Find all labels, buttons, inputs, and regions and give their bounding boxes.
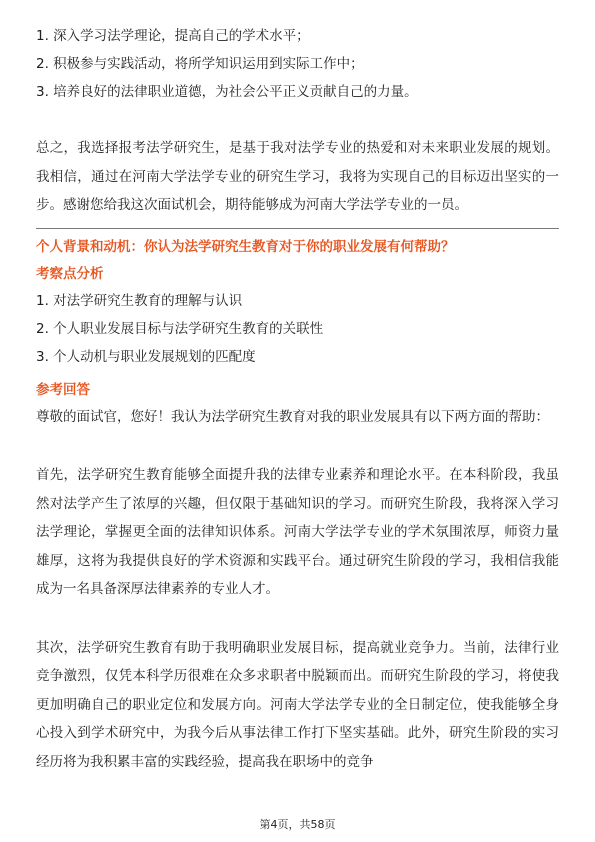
answer-paragraph-2: 其次，法学研究生教育有助于我明确职业发展目标，提高就业竞争力。当前，法律行业竞争激烈，仅凭本科学历很难在众多求职者中脱颖而出。而研究生阶段的学习，将使我更加明确自己的职业定位和发展方向。河南大学法学专业的全日制定位，使我能够全身心投入到学术研究中，为我今后从事法律工作打下坚实基础。此外，研究生阶段的实习经历将为我积累丰富的实践经验，提高我在职场中的竞争 — [36, 639, 559, 770]
answer-intro: 尊敬的面试官，您好！我认为法学研究生教育对我的职业发展具有以下两方面的帮助： — [36, 408, 549, 425]
question-title: 个人背景和动机：你认为法学研究生教育对于你的职业发展有何帮助？ — [36, 238, 455, 255]
analysis-list — [36, 287, 559, 371]
answer-heading: 参考回答 — [36, 381, 90, 398]
page-number: 第4页，共58页 — [259, 818, 336, 831]
list-item: 1. 对法学研究生教育的理解与认识 — [36, 292, 243, 309]
objectives-list — [36, 22, 559, 106]
list-item: 3. 培养良好的法律职业道德，为社会公平正义贡献自己的力量。 — [36, 84, 418, 100]
list-item: 3. 个人动机与职业发展规划的匹配度 — [36, 348, 256, 365]
answer-paragraph-1: 首先，法学研究生教育能够全面提升我的法律专业素养和理论水平。在本科阶段，我虽然对法学产生了浓厚的兴趣，但仅限于基础知识的学习。而研究生阶段，我将深入学习法学理论，掌握更全面的法律知识体系。河南大学法学专业的学术氛围浓厚，师资力量雄厚，这将为我提供良好的学术资源和实践平台。通过研究生阶段的学习，我相信我能成为一名具备深厚法律素养的专业人才。 — [36, 467, 559, 597]
list-item: 2. 个人职业发展目标与法学研究生教育的关联性 — [36, 320, 324, 337]
spacer — [36, 106, 559, 134]
summary-paragraph: 总之，我选择报考法学研究生，是基于我对法学专业的热爱和对未来职业发展的规划。我相信，通过在河南大学法学专业的研究生学习，我将为实现自己的目标迈出坚实的一步。感谢您给我这次面试机会，期待能够成为河南大学法学专业的一员。 — [36, 140, 559, 213]
list-item: 1. 深入学习法学理论，提高自己的学术水平； — [36, 28, 310, 44]
spacer — [36, 431, 559, 461]
spacer — [36, 604, 559, 634]
document-page — [36, 22, 559, 776]
list-item: 2. 积极参与实践活动，将所学知识运用到实际工作中； — [36, 56, 364, 72]
section-divider — [36, 228, 559, 229]
analysis-heading: 考察点分析 — [36, 265, 104, 282]
